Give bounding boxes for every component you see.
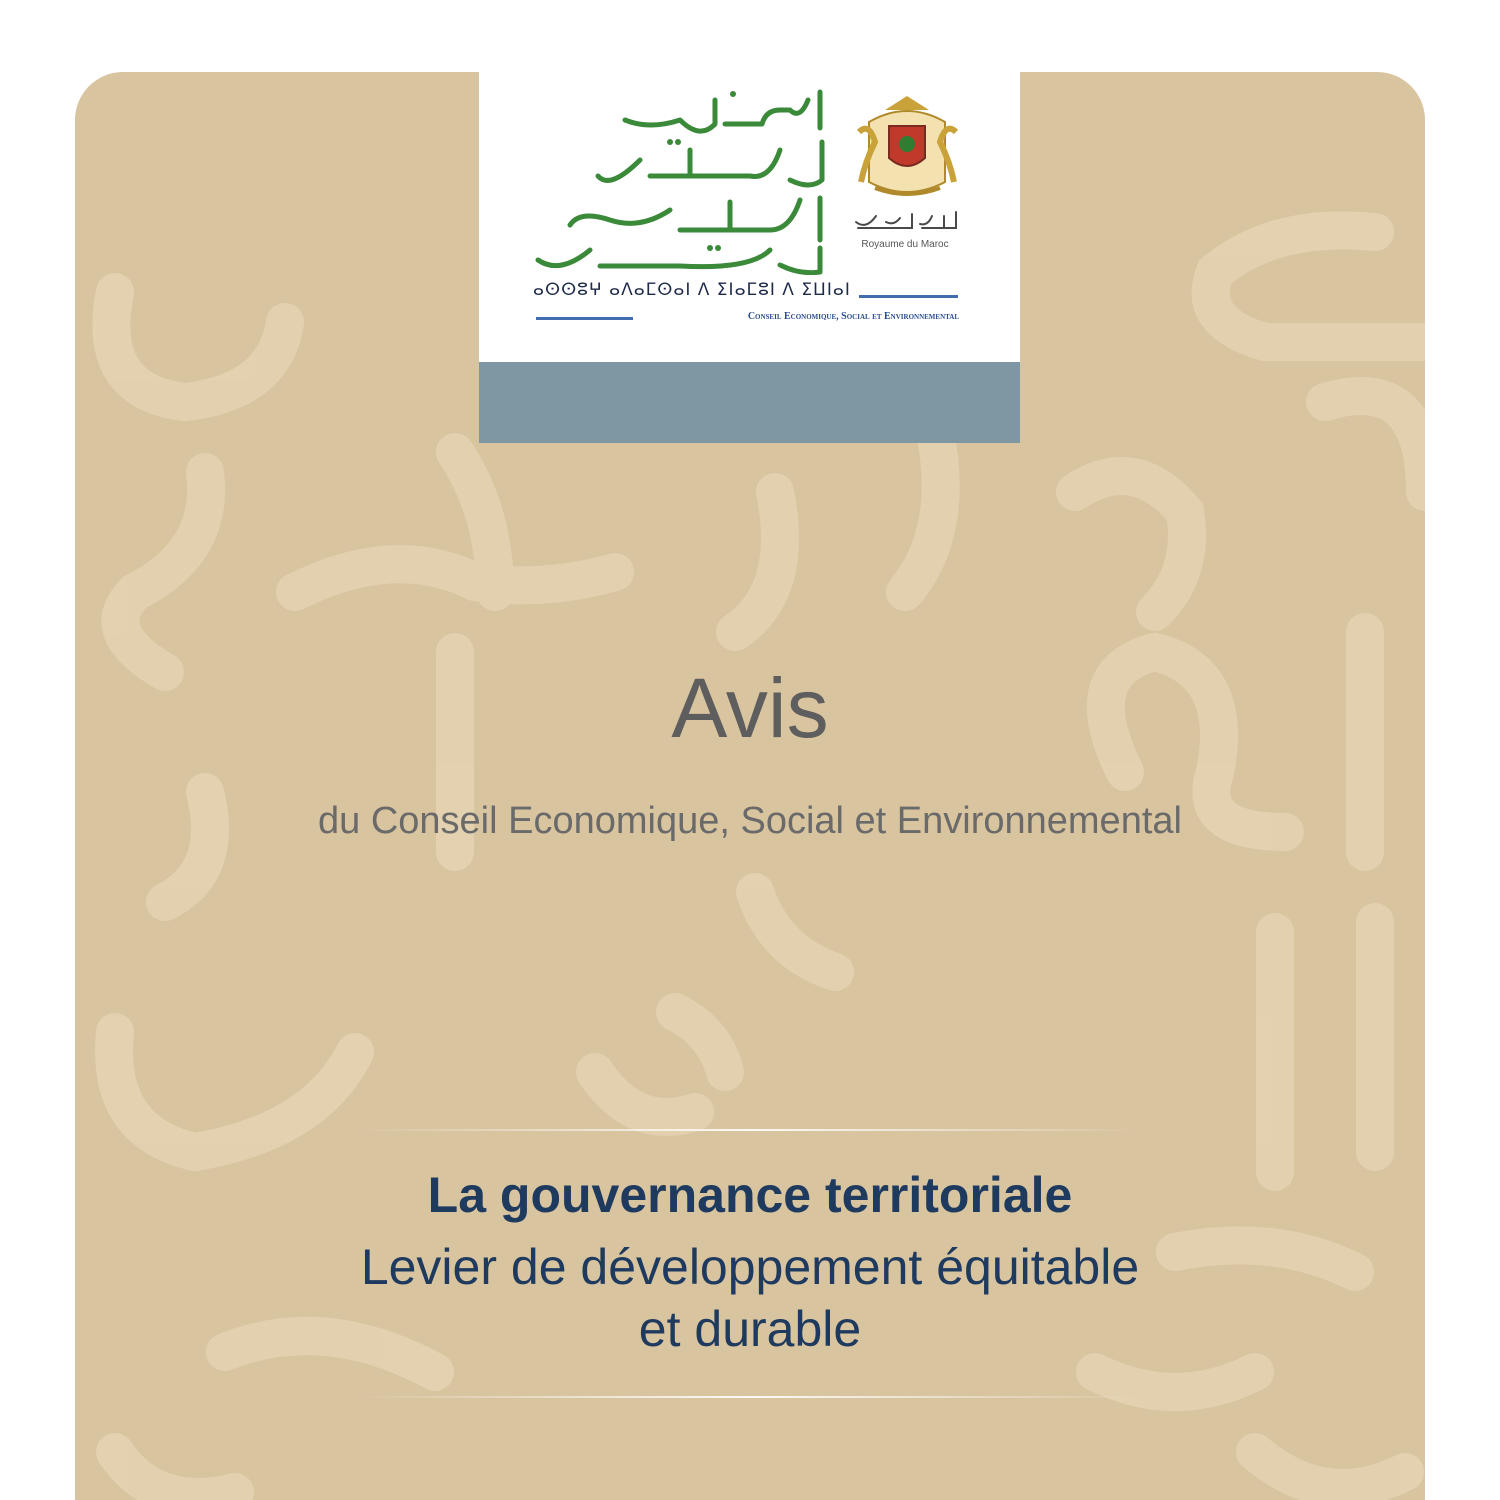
royal-coat-of-arms-icon <box>855 92 960 200</box>
tifinagh-council-name: ⴰⵙⵙⵓⵖ ⴰⴷⴰⵎⵙⴰⵏ ⴷ ⵉⵏⴰⵎⵓⵏ ⴷ ⵉⵡⵏⴰⵏ <box>533 280 851 300</box>
report-subheading-line-2: et durable <box>638 1301 862 1357</box>
arabic-calligraphy-logo <box>530 80 835 275</box>
kingdom-arabic-label <box>852 210 962 232</box>
report-subheading <box>0 1236 1500 1360</box>
divider-top <box>360 1129 1140 1131</box>
page-subtitle: du Conseil Economique, Social et Environnemental <box>318 800 1182 842</box>
logo-rule-top <box>859 295 958 298</box>
page-title: Avis <box>671 661 829 755</box>
report-heading: La gouvernance territoriale <box>427 1167 1073 1223</box>
report-subheading-line-1: Levier de développement équitable <box>360 1239 1140 1295</box>
logo-rule-bottom <box>536 317 633 320</box>
council-name-logo-text: Conseil Economique, Social et Environnemental <box>747 311 959 322</box>
logo-strip <box>479 362 1020 443</box>
kingdom-label: Royaume du Maroc <box>861 239 949 250</box>
divider-bottom <box>360 1396 1140 1398</box>
